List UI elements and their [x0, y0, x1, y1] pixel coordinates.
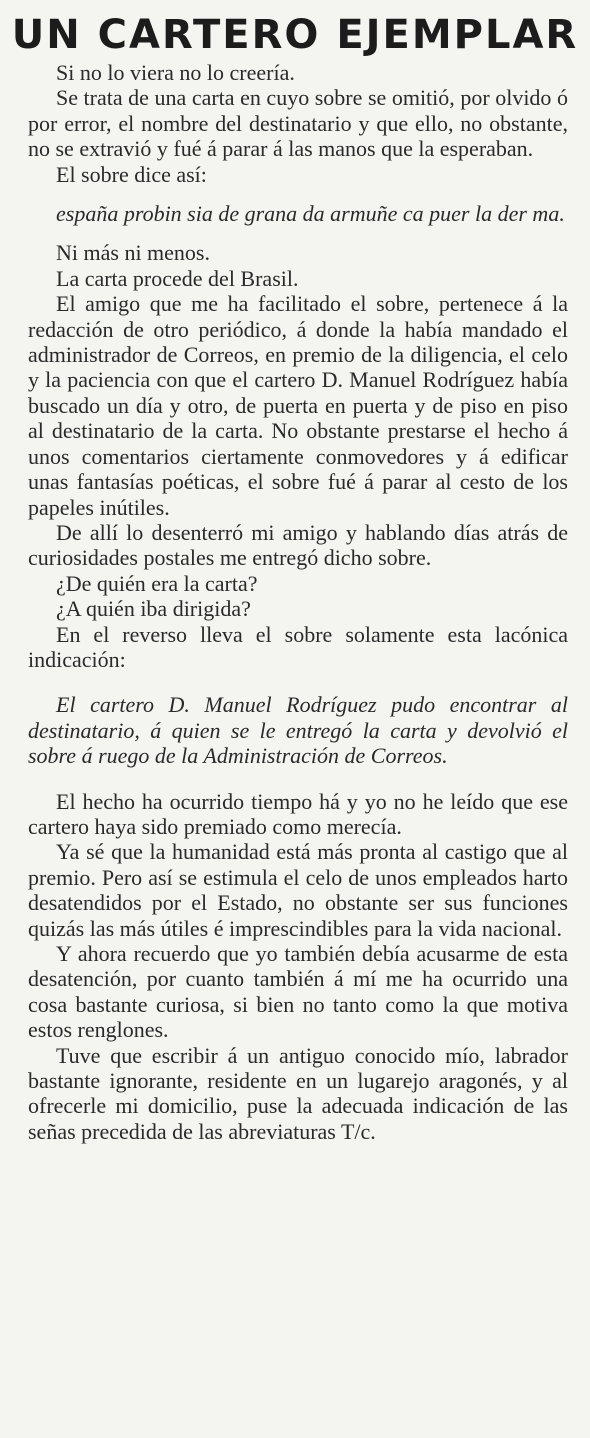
paragraph: Si no lo viera no lo creería.: [56, 60, 295, 85]
paragraph: Tuve que escribir á un antiguo conocido mío, labrador bastante ignorante, residente en un lugarejo aragonés, y al ofrecerle mi domicilio, puse la adecuada indicación de las señas precedida de las abreviaturas T/c.: [28, 1042, 568, 1144]
paragraph: El sobre dice así:: [56, 161, 207, 187]
paragraph: El hecho ha ocurrido tiempo há y yo no he leído que ese cartero haya sido premiado como merecía.: [28, 788, 568, 839]
envelope-reverse-quote: El cartero D. Manuel Rodríguez pudo encontrar al destinatario, á quien se le entregó la carta y devolvió el sobre á ruego de la Administración de Correos.: [28, 692, 568, 769]
envelope-address-quote: españa probin sia de grana da armuñe ca puer la der ma.: [56, 201, 565, 227]
paragraph: El amigo que me ha facilitado el sobre, pertenece á la redacción de otro periódico, á donde la había mandado el administrador de Correos, en premio de la diligencia, el celo y la paciencia con que el cartero D. Manuel Rodríguez había buscado un día y otro, de puerta en puerta y de piso en piso al destinatario de la carta. No obstante prestarse el hecho á unos comentarios ciertamente conmovedores y á edificar unas fantasías poéticas, el sobre fué á parar al cesto de los papeles inútiles.: [28, 291, 568, 520]
article-body: [28, 60, 568, 1144]
paragraph: Y ahora recuerdo que yo también debía acusarme de esta desatención, por cuanto también á mí me ha ocurrido una cosa bastante curiosa, si bien no tanto como la que motiva estos renglones.: [28, 941, 568, 1043]
paragraph: De allí lo desenterró mi amigo y hablando días atrás de curiosidades postales me entregó dicho sobre.: [28, 519, 568, 571]
paragraph: En el reverso lleva el sobre solamente esta lacónica indicación:: [28, 621, 568, 672]
paragraph: La carta procede del Brasil.: [56, 265, 299, 291]
paragraph: ¿A quién iba dirigida?: [56, 596, 251, 622]
article-title: UN CARTERO EJEMPLAR: [11, 12, 579, 58]
paragraph: ¿De quién era la carta?: [56, 570, 258, 596]
paragraph: Ni más ni menos.: [56, 240, 210, 266]
paragraph: Ya sé que la humanidad está más pronta al castigo que al premio. Pero así se estimula el celo de unos empleados harto desatendidos por el Estado, no obstante ser sus funciones quizás las más útiles é imprescindibles para la vida nacional.: [28, 839, 568, 941]
paragraph: Se trata de una carta en cuyo sobre se omitió, por olvido ó por error, el nombre del destinatario y que ello, no obstante, no se extravió y fué á parar á las manos que la esperaban.: [28, 85, 568, 162]
